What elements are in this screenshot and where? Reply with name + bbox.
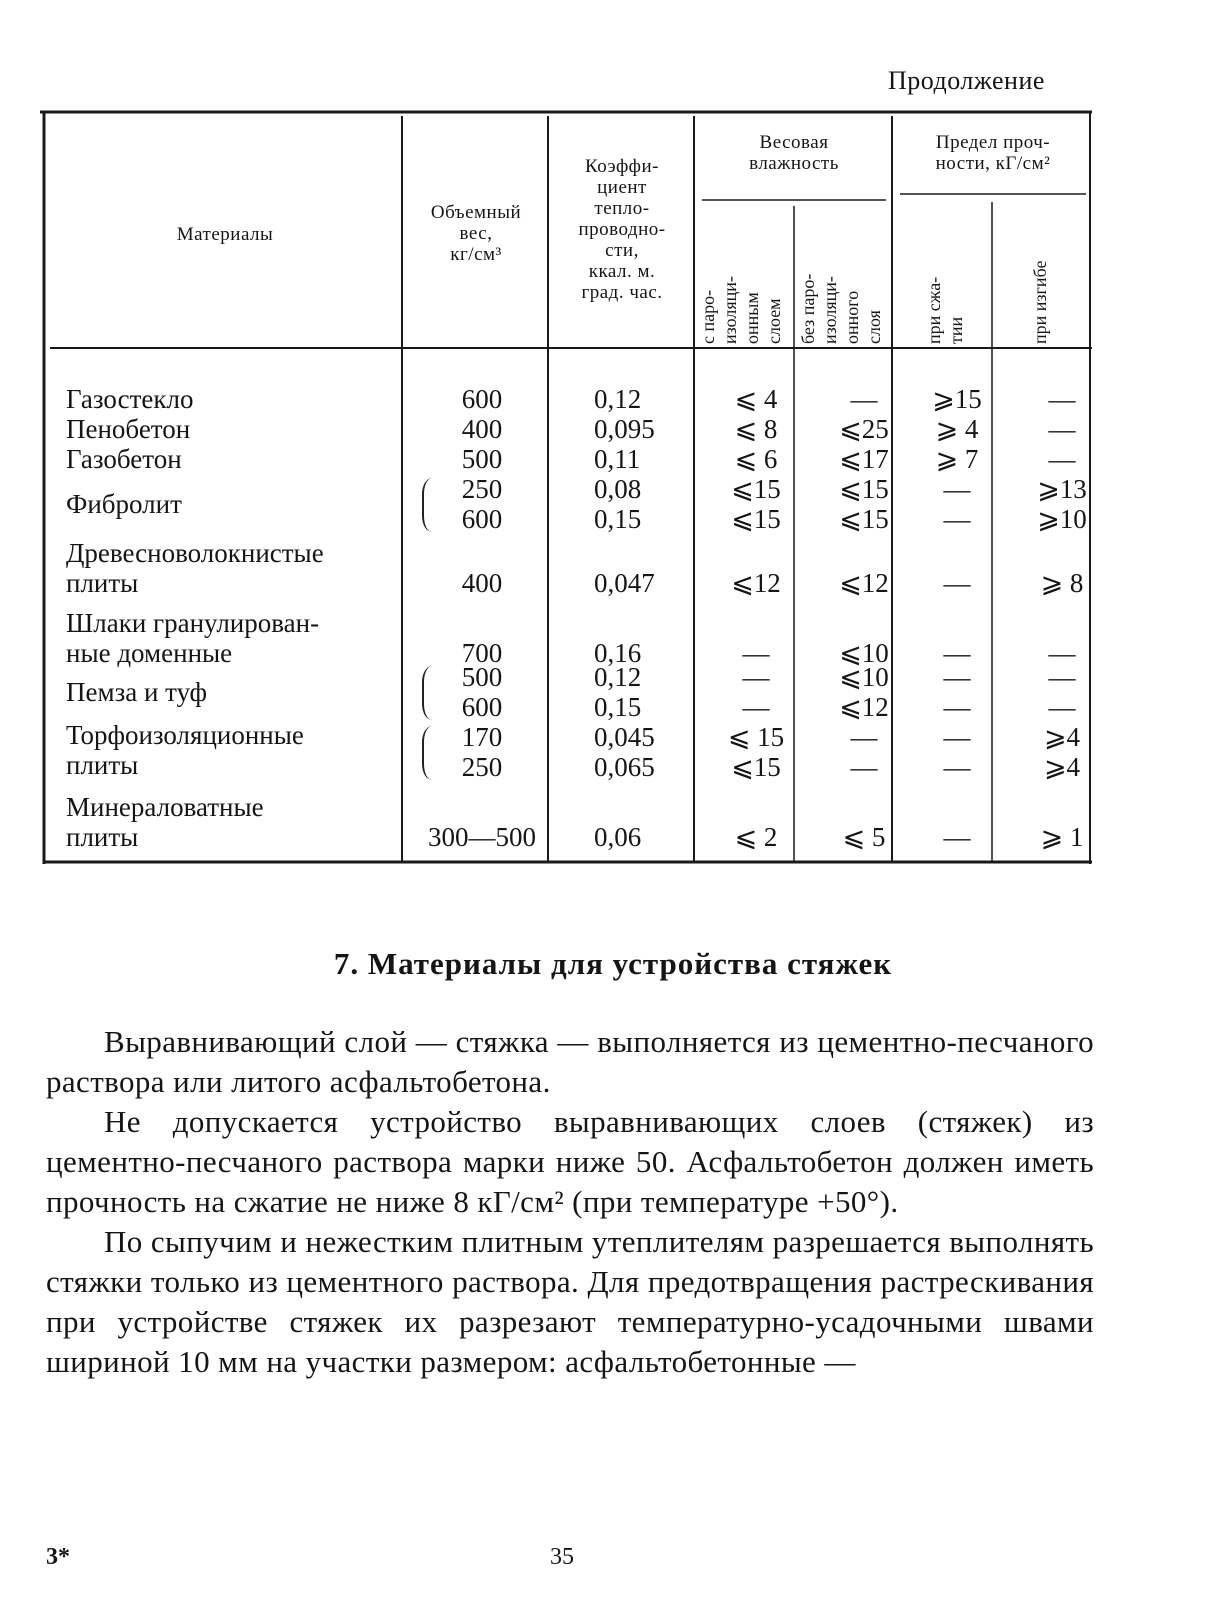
table-cell-coef: 0,08: [594, 474, 642, 504]
header-line: изоляци-: [820, 276, 840, 344]
table-cell-s1: —: [943, 692, 971, 722]
material-name: Пенобетон: [66, 414, 191, 444]
signature-mark: 3*: [46, 1544, 70, 1570]
table-cell-m1: ⩽12: [731, 568, 781, 598]
table-cell-m1: ⩽ 8: [734, 414, 778, 444]
paragraph: По сыпучим и нежестким плитным утеплителям разрешается выполнять стяжки только из цементного раствора. Для предотвращения растрескивания при устройстве стяжек их разрезают температурно-усадочными швами шириной 10 мм на участки размером: асфальтобетонные —: [46, 1224, 1094, 1379]
header-line: изоляци-: [720, 276, 740, 344]
table-cell-m2: ⩽17: [839, 444, 889, 474]
table-cell-m1: ⩽ 15: [727, 722, 785, 752]
header-moisture-without-barrier: [798, 174, 818, 344]
table-cell-weight: 400: [461, 568, 503, 598]
table-cell-s2: —: [1048, 692, 1076, 722]
table-cell-coef: 0,095: [594, 414, 655, 444]
header-line: онного: [842, 290, 862, 344]
table-cell-coef: 0,06: [594, 822, 642, 852]
table-cell-weight: 250: [461, 474, 503, 504]
header-line: сти,: [605, 240, 639, 261]
table-cell-m2: ⩽25: [839, 414, 889, 444]
header-line: ности, кГ/см²: [935, 153, 1051, 174]
material-name: Шлаки гранулирован-: [66, 608, 320, 638]
material-name: плиты: [66, 750, 139, 780]
table-cell-m2: —: [850, 384, 878, 414]
table-cell-s2: ⩾13: [1037, 474, 1087, 504]
table-cell-m1: ⩽ 6: [734, 444, 778, 474]
table-cell-s2: —: [1048, 638, 1076, 668]
material-name: Фибролит: [66, 489, 182, 519]
table-cell-m2: ⩽10: [839, 662, 889, 692]
header-line: ккал. м.: [588, 261, 656, 282]
header-line: циент: [597, 177, 647, 198]
table-cell-s1: ⩾15: [932, 384, 982, 414]
table-cell-m1: ⩽ 2: [734, 822, 778, 852]
table-cell-coef: 0,11: [594, 444, 641, 474]
grouping-brace: [422, 478, 436, 532]
header-line: Предел проч-: [935, 132, 1051, 153]
header-moisture-with-barrier-3: [742, 174, 762, 344]
table-cell-m1: —: [742, 662, 770, 692]
header-moisture-without-barrier-4: [864, 174, 884, 344]
table-cell-coef: 0,15: [594, 504, 642, 534]
header-line: проводно-: [578, 219, 666, 240]
header-line: Коэффи-: [584, 156, 659, 177]
table-cell-coef: 0,16: [594, 638, 642, 668]
table-cell-m1: ⩽15: [731, 504, 781, 534]
table-cell-m2: ⩽15: [839, 474, 889, 504]
table-cell-m1: ⩽15: [731, 752, 781, 782]
material-name: Минераловатные: [66, 792, 264, 822]
table-cell-coef: 0,12: [594, 384, 642, 414]
table-cell-s2: —: [1048, 662, 1076, 692]
header-line: влажность: [749, 153, 839, 174]
header-coefficient: [550, 156, 694, 303]
header-line: с паро-: [698, 289, 718, 344]
table-cell-m2: ⩽12: [839, 568, 889, 598]
header-line: тепло-: [594, 198, 650, 219]
material-name: Пемза и туф: [66, 677, 207, 707]
table-cell-s1: ⩾ 7: [935, 444, 979, 474]
table-cell-s2: ⩾ 1: [1040, 822, 1084, 852]
material-name: ные доменные: [66, 638, 233, 668]
table-cell-m1: —: [742, 692, 770, 722]
table-cell-coef: 0,12: [594, 662, 642, 692]
table-cell-s1: —: [943, 662, 971, 692]
header-line: при сжа-: [924, 276, 944, 344]
material-name: плиты: [66, 568, 139, 598]
table-cell-s1: ⩾ 4: [935, 414, 979, 444]
material-name: плиты: [66, 822, 139, 852]
table-cell-m2: —: [850, 722, 878, 752]
table-cell-s2: —: [1048, 384, 1076, 414]
table-cell-s1: —: [943, 504, 971, 534]
header-line: без паро-: [798, 273, 818, 344]
table-cell-weight: 250: [461, 752, 503, 782]
header-volume-weight: [406, 202, 546, 265]
body-text: [46, 1022, 1094, 1382]
header-strength-bend: [1030, 174, 1050, 344]
table-cell-s1: —: [943, 822, 971, 852]
table-cell-m2: ⩽12: [839, 692, 889, 722]
header-materials: Материалы: [176, 224, 274, 245]
table-cell-s2: ⩾4: [1043, 722, 1081, 752]
header-moisture-with-barrier-4: [764, 174, 784, 344]
header-strength-compress-2: [946, 174, 966, 344]
table-cell-s2: —: [1048, 444, 1076, 474]
table-cell-weight: 500: [461, 662, 503, 692]
header-line: град. час.: [581, 282, 663, 303]
header-line: слоем: [764, 298, 784, 344]
table-cell-coef: 0,047: [594, 568, 655, 598]
header-moisture-without-barrier-3: [842, 174, 862, 344]
table-cell-m2: —: [850, 752, 878, 782]
table-cell-m2: ⩽10: [839, 638, 889, 668]
header-strength-compress: [924, 174, 944, 344]
header-line: при изгибе: [1030, 260, 1050, 344]
table-cell-weight: 600: [461, 504, 503, 534]
header-moisture-with-barrier-2: [720, 174, 740, 344]
paragraph: Не допускается устройство выравнивающих слоев (стяжек) из цементно-песчаного раствора марки ниже 50. Асфальтобетон должен иметь прочность на сжатие не ниже 8 кГ/см² (при температуре +50°).: [46, 1104, 1094, 1219]
grouping-brace: [422, 666, 436, 720]
header-line: слоя: [864, 310, 884, 344]
material-name: Торфоизоляционные: [66, 720, 304, 750]
table-cell-coef: 0,15: [594, 692, 642, 722]
table-cell-s1: —: [943, 638, 971, 668]
table-cell-weight: 700: [461, 638, 503, 668]
table-cell-m1: —: [742, 638, 770, 668]
header-line: Объемный: [430, 202, 522, 223]
table-cell-m1: ⩽15: [731, 474, 781, 504]
table-cell-m2: ⩽15: [839, 504, 889, 534]
table-cell-weight: 500: [461, 444, 503, 474]
material-name: Газобетон: [66, 444, 182, 474]
paragraph: Выравнивающий слой — стяжка — выполняется из цементно-песчаного раствора или литого асфальтобетона.: [46, 1024, 1094, 1099]
header-line: тии: [946, 316, 966, 344]
grouping-brace: [422, 726, 436, 780]
table-cell-s1: —: [943, 722, 971, 752]
table-cell-coef: 0,045: [594, 722, 655, 752]
table-cell-weight: 600: [461, 384, 503, 414]
material-name: Газостекло: [66, 384, 194, 414]
table-cell-s2: ⩾4: [1043, 752, 1081, 782]
header-strength: [894, 132, 1092, 174]
table-cell-s2: —: [1048, 414, 1076, 444]
table-cell-s2: ⩾10: [1037, 504, 1087, 534]
table-cell-m2: ⩽ 5: [842, 822, 886, 852]
header-moisture-with-barrier: [698, 174, 718, 344]
table-cell-s1: —: [943, 568, 971, 598]
table-cell-s2: ⩾ 8: [1040, 568, 1084, 598]
material-name: Древесноволокнистые: [66, 538, 324, 568]
table-cell-s1: —: [943, 474, 971, 504]
table-cell-s1: —: [943, 752, 971, 782]
header-line: Весовая: [759, 132, 829, 153]
continuation-label: Продолжение: [888, 66, 1045, 95]
table-cell-weight: 300—500: [428, 822, 536, 852]
table-cell-weight: 170: [461, 722, 503, 752]
header-line: кг/см³: [450, 244, 502, 265]
materials-table: [40, 102, 1114, 874]
header-line: онным: [742, 292, 762, 344]
header-line: вес,: [459, 223, 493, 244]
table-cell-coef: 0,065: [594, 752, 655, 782]
table-cell-m1: ⩽ 4: [734, 384, 778, 414]
header-moisture: [696, 132, 892, 174]
table-cell-weight: 600: [461, 692, 503, 722]
page-number: 35: [550, 1544, 574, 1570]
header-moisture-without-barrier-2: [820, 174, 840, 344]
section-title: 7. Материалы для устройства стяжек: [333, 946, 893, 981]
table-cell-weight: 400: [461, 414, 503, 444]
